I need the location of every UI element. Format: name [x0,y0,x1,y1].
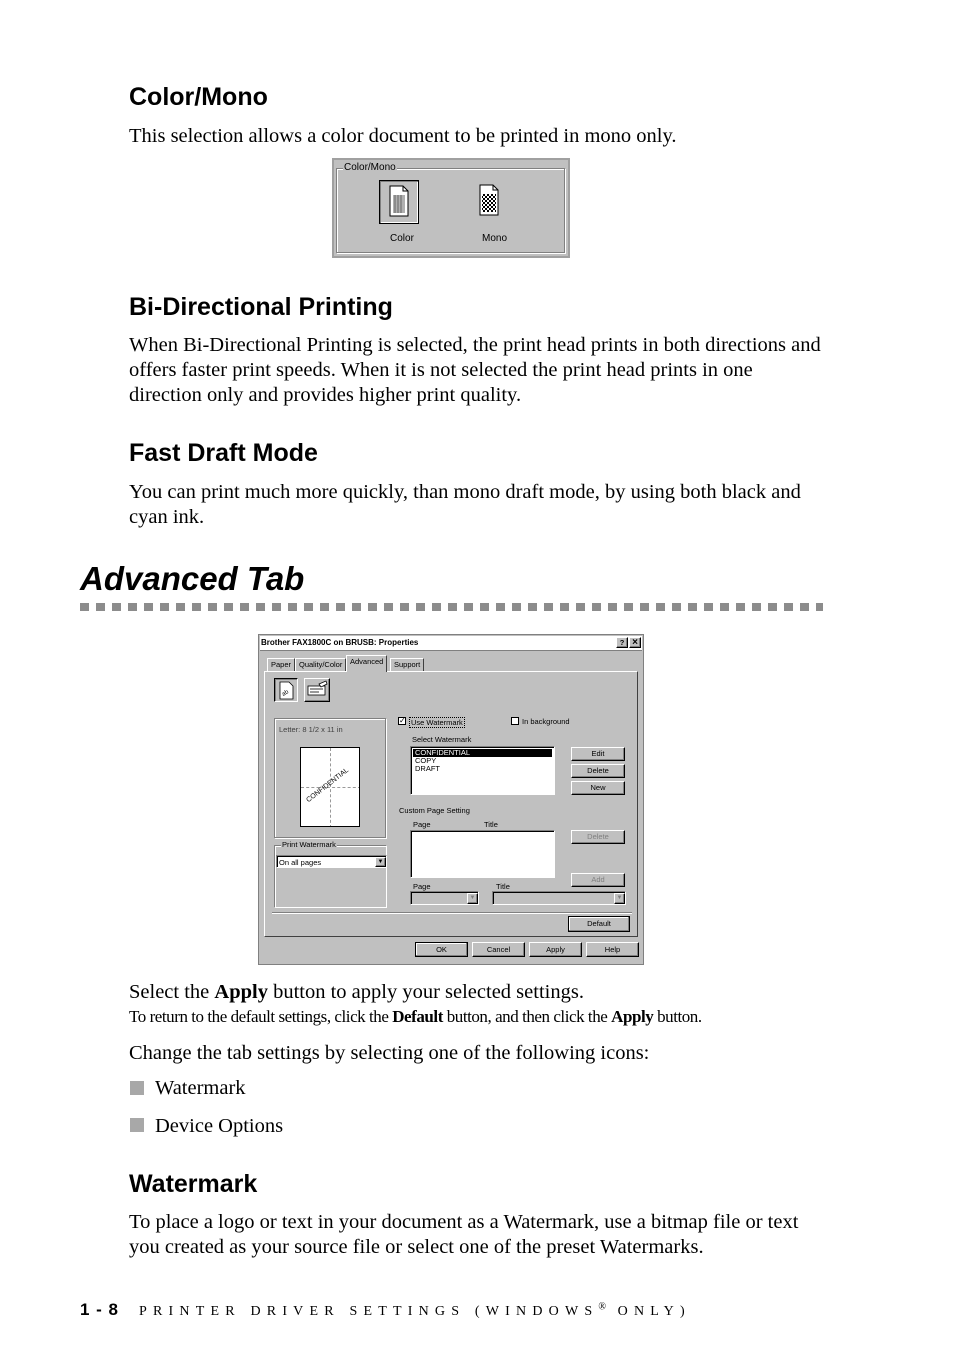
print-watermark-select[interactable] [276,855,387,868]
preview-watermark-text: CONFIDENTIAL [305,766,351,805]
tab-advanced[interactable]: Advanced [346,655,387,672]
color-mono-heading: Color/Mono [129,83,268,111]
new-button[interactable]: New [571,781,625,795]
help-button[interactable]: Help [586,942,639,957]
default-instruction-post: button. [653,1007,702,1026]
page-number: 1 - 8 [80,1300,120,1319]
watermark-text: To place a logo or text in your document as a Watermark, use a bitmap file or text you created as your source file or select one of the preset Watermarks. [129,1211,799,1258]
page-footer [80,1300,691,1320]
default-button[interactable]: Default [568,916,630,932]
custom-page-list[interactable] [410,830,555,878]
delete-button[interactable]: Delete [571,764,625,778]
bidirectional-heading: Bi-Directional Printing [129,293,393,321]
watermark-heading: Watermark [129,1170,258,1198]
default-instruction-mid: button, and then click the [442,1007,612,1026]
use-watermark-checkbox[interactable]: ✓ [399,716,406,725]
list-item[interactable]: COPY [415,756,437,765]
apply-instruction-pre: Select the [129,981,215,1003]
chevron-down-icon[interactable]: ▼ [614,893,625,904]
custom-delete-button[interactable]: Delete [571,830,625,844]
color-document-icon [380,181,418,223]
page-combo-label: Page [413,882,431,891]
custom-page-setting-label: Custom Page Setting [399,806,470,815]
column-page: Page [413,820,431,829]
title-combo-label: Title [496,882,510,891]
bidirectional-text: When Bi-Directional Printing is selected, the print head prints in both directions and offers faster print speeds. When it is not selected the print head prints in one direction only and provides higher print quality. [129,334,821,406]
watermark-icon [275,679,297,701]
preview-page [300,747,360,827]
fast-draft-heading: Fast Draft Mode [129,439,318,467]
running-title: PRINTER DRIVER SETTINGS (WINDOWS [139,1304,599,1319]
svg-text:ab: ab [281,689,290,698]
dialog-title: Brother FAX1800C on BRUSB: Properties [261,638,419,647]
default-instruction-bold: Default [392,1007,443,1026]
print-watermark-label: Print Watermark [282,840,336,849]
mono-option-label: Mono [482,233,508,244]
edit-button[interactable]: Edit [571,747,625,761]
advanced-tab-title: Advanced Tab [80,560,305,597]
watermark-icon-button[interactable] [274,678,298,702]
apply-instruction-bold: Apply [214,981,268,1003]
in-background-label: In background [522,717,570,726]
color-mono-group [336,168,565,253]
properties-dialog [258,634,644,965]
watermark-list[interactable] [410,746,555,795]
bullet-square-icon [130,1081,144,1095]
tab-support[interactable]: Support [390,658,424,671]
apply-button[interactable]: Apply [529,942,582,957]
apply-instruction-post: button to apply your selected settings. [267,981,584,1003]
add-button[interactable]: Add [571,873,625,887]
divider [272,912,632,914]
default-instruction [129,1006,889,1028]
registered-mark: ® [598,1301,608,1313]
title-help-button[interactable]: ? [616,637,628,648]
device-options-icon [305,679,329,701]
list-item[interactable]: DRAFT [415,764,440,773]
color-mono-dialog [332,158,570,258]
fast-draft-text: You can print much more quickly, than mono draft mode, by using both black and cyan ink. [129,481,801,528]
icon-list-item: Device Options [155,1115,284,1137]
color-mono-text: This selection allows a color document to be printed in mono only. [129,125,677,147]
mono-option-button[interactable] [473,180,511,222]
chevron-down-icon[interactable]: ▼ [375,857,386,867]
icon-list-item: Watermark [155,1077,246,1099]
column-title: Title [484,820,498,829]
device-options-icon-button[interactable] [304,678,330,702]
color-option-label: Color [390,233,414,244]
list-item[interactable]: CONFIDENTIAL [413,749,552,757]
mono-document-icon [473,180,511,222]
default-instruction-pre: To return to the default settings, click the [129,1007,393,1026]
color-option-button[interactable] [379,180,419,224]
color-mono-group-label: Color/Mono [344,162,396,173]
default-instruction-bold2: Apply [611,1007,654,1026]
use-watermark-label: Use Watermark [411,718,463,727]
title-combo[interactable] [492,891,626,905]
preview-paper-size: Letter: 8 1/2 x 11 in [279,725,343,734]
apply-instruction [129,980,849,1005]
tab-quality-color[interactable]: Quality/Color [295,658,346,671]
page-combo[interactable] [410,891,479,905]
title-close-button[interactable]: × [629,637,641,648]
chevron-down-icon[interactable]: ▼ [467,893,478,904]
tab-paper[interactable]: Paper [267,658,295,671]
change-tabs-text: Change the tab settings by selecting one of the following icons: [129,1042,650,1064]
in-background-checkbox[interactable] [511,717,519,725]
ok-button[interactable]: OK [415,942,468,957]
cancel-button[interactable]: Cancel [472,942,525,957]
dialog-title-bar [260,636,642,651]
running-title-end: ONLY) [607,1304,691,1319]
print-watermark-value: On all pages [279,858,322,867]
title-dotted-rule [80,603,823,611]
bullet-square-icon [130,1118,144,1132]
select-watermark-label: Select Watermark [412,735,472,744]
